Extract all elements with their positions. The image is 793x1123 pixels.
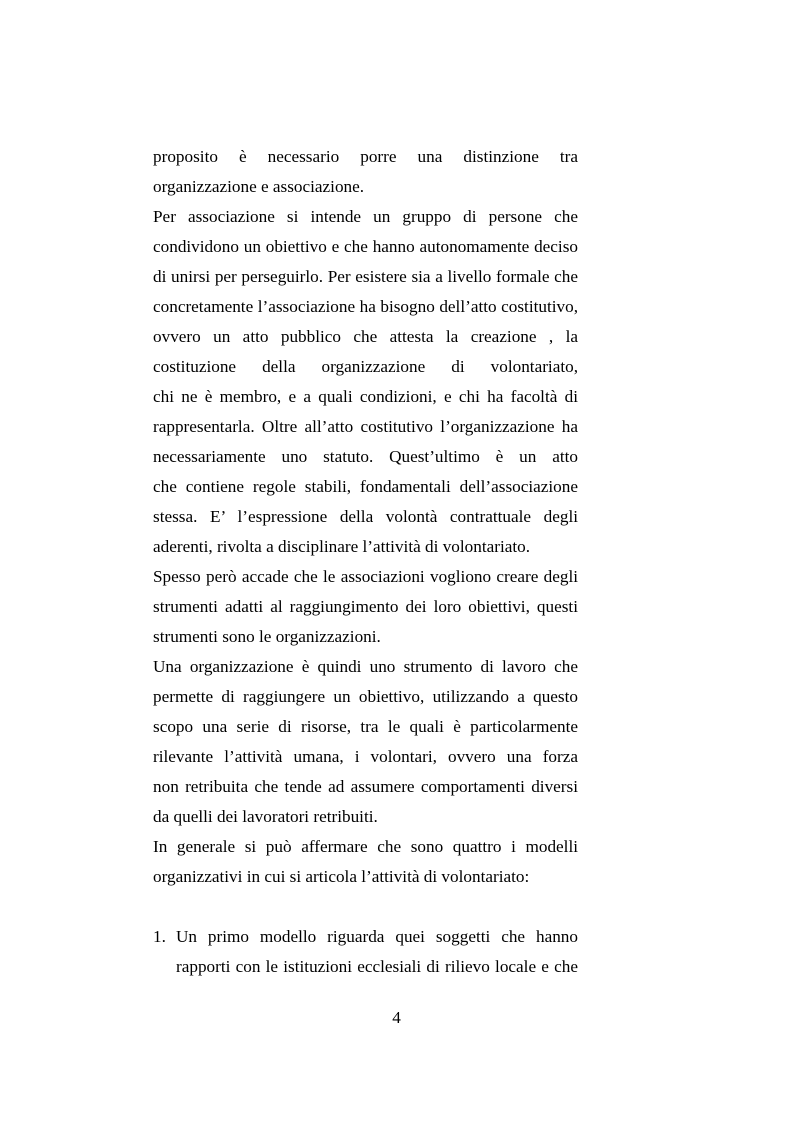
text-line: permette di raggiungere un obiettivo, utilizzando a questo bbox=[153, 687, 578, 706]
list-item-number: 1. bbox=[153, 927, 166, 946]
text-line: Una organizzazione è quindi uno strumento di lavoro che bbox=[153, 657, 578, 676]
paragraph-2 bbox=[153, 202, 578, 562]
text-line: In generale si può affermare che sono quattro i modelli bbox=[153, 837, 578, 856]
text-line: Un primo modello riguarda quei soggetti che hanno bbox=[176, 927, 578, 946]
text-line: non retribuita che tende ad assumere comportamenti diversi bbox=[153, 777, 578, 796]
text-line: Per associazione si intende un gruppo di persone che bbox=[153, 207, 578, 226]
page-number: 4 bbox=[392, 1008, 401, 1027]
paragraph-4 bbox=[153, 652, 578, 832]
text-line: aderenti, rivolta a disciplinare l’attività di volontariato. bbox=[153, 537, 531, 556]
text-line: Spesso però accade che le associazioni vogliono creare degli bbox=[153, 567, 578, 586]
text-line: organizzativi in cui si articola l’attività di volontariato: bbox=[153, 867, 530, 886]
text-line: rapporti con le istituzioni ecclesiali di rilievo locale e che bbox=[176, 957, 578, 976]
text-line: stessa. E’ l’espressione della volontà contrattuale degli bbox=[153, 507, 578, 526]
text-line: scopo una serie di risorse, tra le quali è particolarmente bbox=[153, 717, 578, 736]
text-line: proposito è necessario porre una distinzione tra bbox=[153, 147, 578, 166]
text-line: condividono un obiettivo e che hanno autonomamente deciso bbox=[153, 237, 578, 256]
text-line: costituzione della organizzazione di volontariato, bbox=[153, 357, 578, 376]
text-line: organizzazione e associazione. bbox=[153, 177, 365, 196]
text-line: necessariamente uno statuto. Quest’ultimo è un atto bbox=[153, 447, 578, 466]
text-line: che contiene regole stabili, fondamentali dell’associazione bbox=[153, 477, 578, 496]
body-text bbox=[153, 142, 578, 982]
text-line: chi ne è membro, e a quali condizioni, e chi ha facoltà di bbox=[153, 387, 578, 406]
paragraph-5 bbox=[153, 832, 578, 892]
text-line: concretamente l’associazione ha bisogno dell’atto costitutivo, bbox=[153, 297, 578, 316]
text-line: strumenti adatti al raggiungimento dei loro obiettivi, questi bbox=[153, 597, 578, 616]
text-line: da quelli dei lavoratori retribuiti. bbox=[153, 807, 378, 826]
text-line: rilevante l’attività umana, i volontari, ovvero una forza bbox=[153, 747, 578, 766]
paragraph-3 bbox=[153, 562, 578, 652]
list-item-first-line bbox=[153, 922, 578, 952]
text-line: di unirsi per perseguirlo. Per esistere sia a livello formale che bbox=[153, 267, 578, 286]
paragraph-1 bbox=[153, 142, 578, 202]
list-item bbox=[153, 922, 578, 982]
blank-line bbox=[153, 892, 578, 922]
text-line: rappresentarla. Oltre all’atto costitutivo l’organizzazione ha bbox=[153, 417, 578, 436]
text-line: ovvero un atto pubblico che attesta la creazione , la bbox=[153, 327, 578, 346]
text-line: strumenti sono le organizzazioni. bbox=[153, 627, 381, 646]
